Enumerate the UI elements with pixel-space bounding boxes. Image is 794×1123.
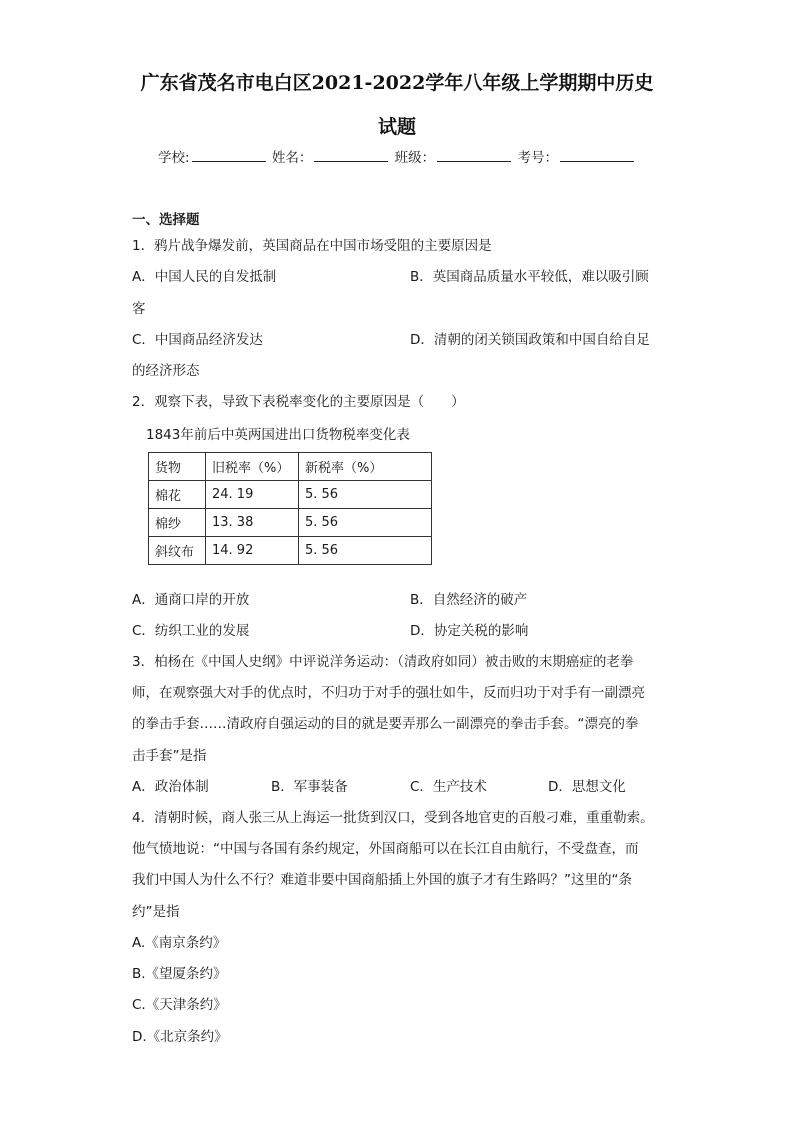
table-cell: 5. 56 <box>299 481 432 509</box>
name-blank[interactable] <box>314 147 388 162</box>
class-label: 班级： <box>394 150 436 166</box>
table-cell: 24. 19 <box>206 481 299 509</box>
table-header-cell: 旧税率（%） <box>206 453 299 481</box>
exam-number-label: 考号： <box>517 150 558 166</box>
q3-stem-line4: 击手套”是指 <box>132 748 207 764</box>
q4-option-c: C.《天津条约》 <box>132 997 227 1013</box>
q4-option-b: B.《望厦条约》 <box>132 966 227 982</box>
table-cell: 棉纱 <box>149 509 206 537</box>
q2-option-a: A．通商口岸的开放 <box>132 592 250 608</box>
exam-number-blank[interactable] <box>560 147 634 162</box>
q3-stem-line3: 的拳击手套……清政府自强运动的目的就是要弄那么一副漂亮的拳击手套。“漂亮的拳 <box>132 716 639 732</box>
q3-stem-line2: 师，在观察强大对手的优点时，不归功于对手的强壮如牛，反而归功于对手有一副漂亮 <box>132 685 645 701</box>
table-row <box>149 537 432 565</box>
table-cell: 5. 56 <box>299 537 432 565</box>
q4-stem-line3: 我们中国人为什么不行？难道非要中国商船插上外国的旗子才有生路吗？”这里的“条 <box>132 872 632 888</box>
q3-option-c: C．生产技术 <box>410 779 487 795</box>
table-cell: 斜纹布 <box>149 537 206 565</box>
q3-option-b: B．军事装备 <box>271 779 348 795</box>
tax-rate-table <box>148 452 432 565</box>
q4-stem-line1: 4．清朝时候，商人张三从上海运一批货到汉口，受到各地官吏的百般刁难，重重勒索。 <box>132 810 654 826</box>
q3-option-d: D．思想文化 <box>548 779 626 795</box>
q1-option-b: B．英国商品质量水平较低，难以吸引顾 <box>410 269 649 285</box>
table-row <box>149 481 432 509</box>
exam-title-line1: 广东省茂名市电白区2021-2022学年八年级上学期期中历史 <box>140 72 654 94</box>
table-header-row <box>149 453 432 481</box>
table-row <box>149 509 432 537</box>
q3-stem-line1: 3．柏杨在《中国人史纲》中评说洋务运动：（清政府如同）被击败的末期癌症的老拳 <box>132 654 634 670</box>
section-heading: 一、选择题 <box>132 212 200 228</box>
q1-option-b-continued: 客 <box>132 301 146 317</box>
student-info-row <box>0 146 794 166</box>
q1-stem: 1．鸦片战争爆发前，英国商品在中国市场受阻的主要原因是 <box>132 238 492 254</box>
q1-option-c: C．中国商品经济发达 <box>132 332 263 348</box>
table-cell: 棉花 <box>149 481 206 509</box>
q2-option-d: D．协定关税的影响 <box>410 623 529 639</box>
q2-stem: 2．观察下表，导致下表税率变化的主要原因是（ ） <box>132 394 465 410</box>
school-blank[interactable] <box>192 147 266 162</box>
table-cell: 13. 38 <box>206 509 299 537</box>
q4-stem-line2: 他气愤地说：“中国与各国有条约规定，外国商船可以在长江自由航行，不受盘查，而 <box>132 841 639 857</box>
class-blank[interactable] <box>437 147 511 162</box>
q3-option-a: A．政治体制 <box>132 779 209 795</box>
exam-title-line2: 试题 <box>377 116 416 138</box>
q2-table-caption: 1843年前后中英两国进出口货物税率变化表 <box>146 427 410 443</box>
q4-option-a: A.《南京条约》 <box>132 935 227 951</box>
table-header-cell: 新税率（%） <box>299 453 432 481</box>
q2-option-b: B．自然经济的破产 <box>410 592 528 608</box>
q2-option-c: C．纺织工业的发展 <box>132 623 250 639</box>
q4-option-d: D.《北京条约》 <box>132 1029 228 1045</box>
name-label: 姓名： <box>271 150 313 166</box>
q4-stem-line4: 约”是指 <box>132 904 180 920</box>
school-label: 学校: <box>158 150 190 166</box>
q1-option-a: A．中国人民的自发抵制 <box>132 269 277 285</box>
table-cell: 14. 92 <box>206 537 299 565</box>
table-cell: 5. 56 <box>299 509 432 537</box>
table-header-cell: 货物 <box>149 453 206 481</box>
q1-option-d-continued: 的经济形态 <box>132 363 200 379</box>
q1-option-d: D．清朝的闭关锁国政策和中国自给自足 <box>410 332 650 348</box>
